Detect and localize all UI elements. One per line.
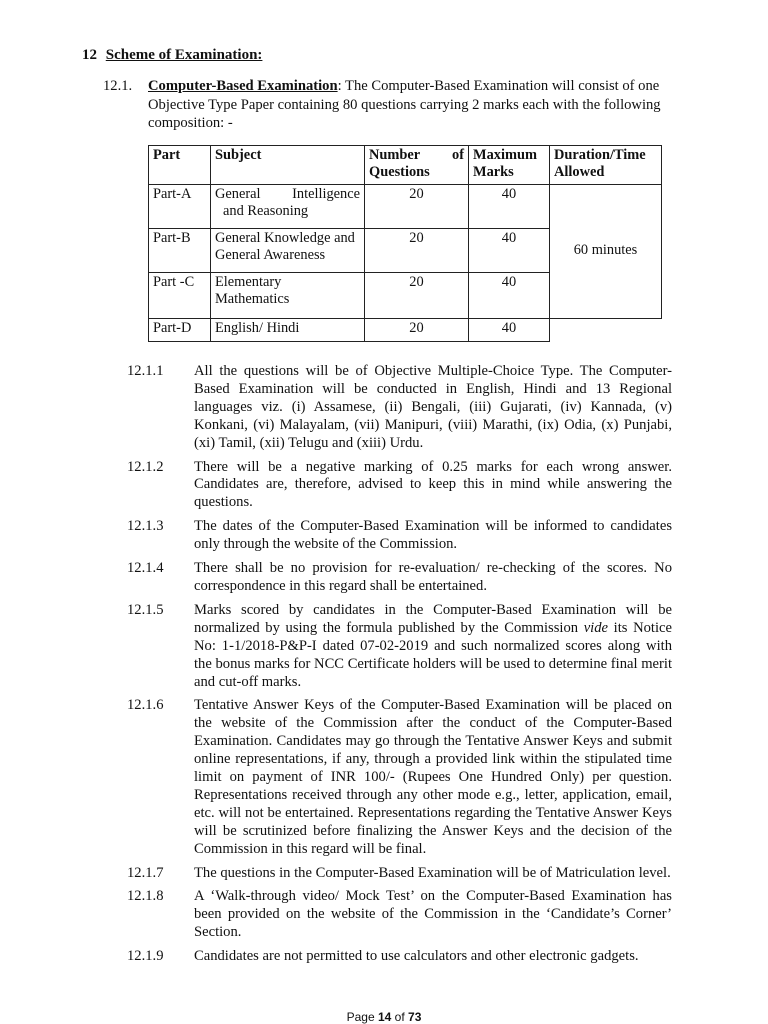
cell-marks: 40 <box>469 185 550 229</box>
list-item <box>127 697 672 858</box>
clause-number: 12.1.8 <box>127 888 164 905</box>
clause-number: 12.1.9 <box>127 948 164 965</box>
clause-text: There will be a negative marking of 0.25 marks for each wrong answer. Candidates are, therefore, advised to keep this in mind while answering the questions. <box>194 458 672 511</box>
section-title: Scheme of Examination: <box>105 47 263 63</box>
clause-text: All the questions will be of Objective Multiple-Choice Type. The Computer-Based Examination will be conducted in English, Hindi and 13 Regional languages viz. (i) Assamese, (ii) Bengali, (iii) Gujarati, (iv) Kannada, (v) Konkani, (vi) Malayalam, (vii) Manipuri, (viii) Marathi, (ix) Odia, (x) Punjabi, (xi) Tamil, (xii) Telugu and (xiii) Urdu. <box>194 363 672 451</box>
clause-number: 12.1.2 <box>127 458 164 475</box>
cell-marks: 40 <box>469 319 550 342</box>
header-max-marks: Maximum Marks <box>469 146 550 185</box>
clause-number: 12.1.4 <box>127 560 164 577</box>
cell-questions: 20 <box>365 229 469 273</box>
cell-subject: Elementary Mathematics <box>211 273 365 319</box>
cell-subject: General Intelligence and Reasoning <box>211 185 365 229</box>
list-item <box>127 518 672 554</box>
cell-questions: 20 <box>365 273 469 319</box>
clause-number: 12.1.1 <box>127 363 164 379</box>
page-footer: Page 14 of 73 <box>346 1010 422 1024</box>
header-duration: Duration/Time Allowed <box>550 146 662 185</box>
cell-questions: 20 <box>365 185 469 229</box>
list-item <box>127 560 672 596</box>
section-heading <box>82 47 262 64</box>
cell-subject: English/ Hindi <box>211 319 365 342</box>
intro-text: : The Computer-Based Examination will consist of one Objective Type Paper containing 80 questions carrying 2 marks each with the following composition: - <box>148 78 661 131</box>
table-row <box>149 185 662 229</box>
clause-text: The questions in the Computer-Based Examination will be of Matriculation level. <box>194 864 671 881</box>
list-item <box>127 865 672 883</box>
list-item <box>127 459 672 513</box>
cell-part: Part -C <box>149 273 211 319</box>
intro-lead: Computer-Based Examination <box>148 78 338 94</box>
cell-subject: General Knowledge and General Awareness <box>211 229 365 273</box>
clause-text: Candidates are not permitted to use calculators and other electronic gadgets. <box>194 948 639 965</box>
page-number: 14 <box>377 1010 392 1024</box>
clause-list <box>127 363 672 972</box>
list-item <box>127 363 672 453</box>
intro-number: 12.1. <box>103 78 133 94</box>
cell-part: Part-D <box>149 319 211 342</box>
table-header-row <box>149 146 662 185</box>
intro-paragraph <box>103 77 670 133</box>
cell-part: Part-B <box>149 229 211 273</box>
clause-number: 12.1.6 <box>127 697 164 714</box>
header-number: Number of Questions <box>365 146 469 185</box>
cell-empty <box>550 319 662 342</box>
section-number: 12 <box>82 47 97 63</box>
clause-text: The dates of the Computer-Based Examination will be informed to candidates only through the website of the Commission. <box>194 518 672 553</box>
cell-part: Part-A <box>149 185 211 229</box>
scheme-table <box>148 145 662 342</box>
list-item <box>127 602 672 692</box>
clause-number: 12.1.3 <box>127 518 164 535</box>
table-row <box>149 319 662 342</box>
header-subject: Subject <box>211 146 365 185</box>
list-item <box>127 888 672 942</box>
page-total: 73 <box>408 1010 422 1024</box>
list-item <box>127 948 672 966</box>
cell-questions: 20 <box>365 319 469 342</box>
clause-number: 12.1.7 <box>127 864 164 881</box>
cell-marks: 40 <box>469 229 550 273</box>
clause-text: There shall be no provision for re-evaluation/ re-checking of the scores. No correspondence in this regard shall be entertained. <box>194 560 672 594</box>
clause-text: Marks scored by candidates in the Computer-Based Examination will be normalized by using the formula published by the Commission vide its Notice No: 1-1/2018-P&P-I dated 07-02-2019 and such normalized scores along with the bonus marks for NCC Certificate holders will be used to determine final merit and cut-off marks. <box>194 601 672 690</box>
header-part: Part <box>149 146 211 185</box>
clause-text: Tentative Answer Keys of the Computer-Based Examination will be placed on the website of the Commission after the conduct of the Computer-Based Examination. Candidates may go through the Tentative Answer Keys and submit online representations, if any, through a provided link within the stipulated time limit on payment of INR 100/- (Rupees One Hundred Only) per question. Representations received through any other mode e.g., letter, application, email, etc. will not be entertained. Representations regarding the Tentative Answer Keys will be scrutinized before finalizing the Answer Keys and the decision of the Commission in this regard will be final. <box>194 697 672 857</box>
clause-number: 12.1.5 <box>127 601 164 618</box>
clause-text: A ‘Walk-through video/ Mock Test’ on the Computer-Based Examination has been provided on the website of the Commission in the ‘Candidate’s Corner’ Section. <box>194 888 672 941</box>
cell-duration: 60 minutes <box>550 185 662 319</box>
cell-marks: 40 <box>469 273 550 319</box>
